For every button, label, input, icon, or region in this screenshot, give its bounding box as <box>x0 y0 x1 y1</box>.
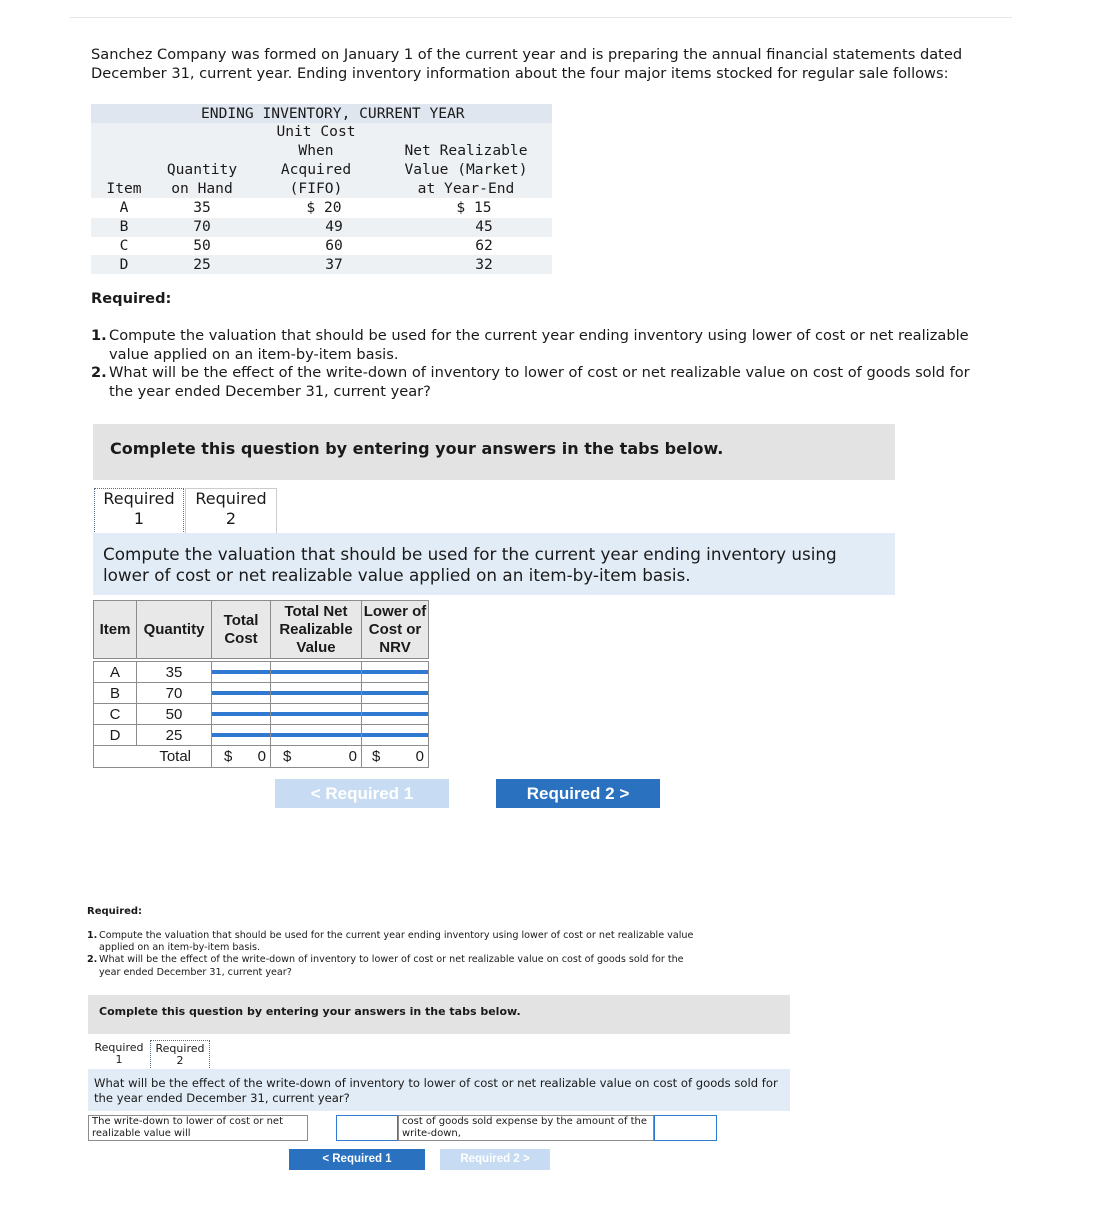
inv-cost-a: $ 20 <box>306 199 342 216</box>
row-qty: 50 <box>137 704 212 725</box>
total-cost-input-b[interactable] <box>212 683 271 704</box>
required-title-small: Required: <box>87 906 143 917</box>
part2-instruction <box>88 1069 790 1111</box>
nrv-header-1: Net Realizable <box>404 142 528 159</box>
next-required-2-button[interactable]: Required 2 > <box>496 779 660 808</box>
required-text-2-small: What will be the effect of the write-down of inventory to lower of cost or net realizable value on cost of goods sold for the year ended December 31, current year? <box>99 954 684 978</box>
col-total-nrv: Total Net Realizable Value <box>271 601 362 659</box>
lower-input-b[interactable] <box>362 683 429 704</box>
banner-text-small: Complete this question by entering your answers in the tabs below. <box>99 1005 521 1018</box>
tab2-number-small: 2 <box>176 1054 184 1067</box>
row-item: A <box>94 662 137 683</box>
lower-input-a[interactable] <box>362 662 429 683</box>
required-text-1-small: Compute the valuation that should be used for the current year ending inventory using lower of cost or net realizable value applied on an item-by-item basis. <box>99 930 694 954</box>
inv-cost-d: 37 <box>325 256 343 273</box>
row-qty: 70 <box>137 683 212 704</box>
total-nrv-input-a[interactable] <box>271 662 362 683</box>
inv-qty-b: 70 <box>193 218 211 235</box>
quantity-header-1: Quantity <box>166 161 238 178</box>
required-item-1 <box>91 327 991 364</box>
inv-nrv-a: $ 15 <box>456 199 492 216</box>
part2-instruction-text: What will be the effect of the write-down of inventory to lower of cost or net realizable value on cost of goods sold for the year ended December 31, current year? <box>94 1076 778 1105</box>
tab1-number-small: 1 <box>115 1053 123 1066</box>
instructions-banner <box>93 424 895 480</box>
inv-qty-c: 50 <box>193 237 211 254</box>
valuation-table <box>93 600 429 768</box>
cogs-label: cost of goods sold expense by the amount of the write-down, <box>398 1115 654 1141</box>
total-lower-value: 0 <box>415 748 424 765</box>
required-text-2: What will be the effect of the write-down of inventory to lower of cost or net realizable value on cost of goods sold for the year ended December 31, current year? <box>109 364 970 400</box>
table-row <box>94 662 429 683</box>
total-cost-value: 0 <box>257 748 266 765</box>
tab-required-1-small[interactable] <box>90 1040 148 1068</box>
top-divider <box>70 17 1012 18</box>
table-row <box>94 725 429 746</box>
tab-required-1[interactable] <box>94 488 184 534</box>
nrv-header-2: Value (Market) <box>404 161 528 178</box>
row-item: D <box>94 725 137 746</box>
col-quantity: Quantity <box>137 601 212 659</box>
total-nrv-input-c[interactable] <box>271 704 362 725</box>
total-nrv-input-b[interactable] <box>271 683 362 704</box>
total-nrv-input-d[interactable] <box>271 725 362 746</box>
total-cost-input-c[interactable] <box>212 704 271 725</box>
inv-item-b: B <box>119 218 129 235</box>
total-cost-input-a[interactable] <box>212 662 271 683</box>
effect-select[interactable] <box>336 1115 398 1141</box>
tab-required-2-small[interactable] <box>150 1040 210 1070</box>
lower-input-c[interactable] <box>362 704 429 725</box>
prev-required-1-button[interactable]: < Required 1 <box>275 779 449 808</box>
total-cost-cell <box>212 746 271 768</box>
required-item-1-small <box>87 930 707 954</box>
col-lower: Lower of Cost or NRV <box>362 601 429 659</box>
inv-cost-c: 60 <box>325 237 343 254</box>
inv-qty-a: 35 <box>193 199 211 216</box>
next-required-2-button-small[interactable]: Required 2 > <box>440 1149 550 1170</box>
tab1-label: Required <box>103 489 175 508</box>
prev-required-1-button-small[interactable]: < Required 1 <box>289 1149 425 1170</box>
part1-instruction <box>93 533 895 595</box>
dollar-sign: $ <box>372 748 381 765</box>
total-row <box>94 746 429 768</box>
inventory-title-text: ENDING INVENTORY, CURRENT YEAR <box>201 105 465 122</box>
row-qty: 25 <box>137 725 212 746</box>
unitcost-header-1: Unit Cost <box>276 123 356 140</box>
tab2-label-small: Required <box>155 1042 205 1055</box>
col-item: Item <box>94 601 137 659</box>
inventory-title <box>91 104 552 125</box>
inv-nrv-c: 62 <box>475 237 493 254</box>
tab-required-2[interactable] <box>185 488 277 533</box>
inv-item-d: D <box>119 256 129 273</box>
required-num-1: 1. <box>91 327 107 344</box>
required-list-small <box>87 930 707 979</box>
instructions-banner-small <box>88 995 790 1034</box>
unitcost-header-3: Acquired <box>280 161 352 178</box>
part1-instruction-text: Compute the valuation that should be used for the current year ending inventory using lower of cost or net realizable value applied on an item-by-item basis. <box>103 544 837 585</box>
row-item: B <box>94 683 137 704</box>
intro-text: Sanchez Company was formed on January 1 of the current year and is preparing the annual financial statements dated December 31, current year. Ending inventory information about the four major items stocked for regular sale follows: <box>91 46 963 82</box>
required-title: Required: <box>91 290 172 307</box>
unitcost-header-4: (FIFO) <box>289 180 343 197</box>
inv-qty-d: 25 <box>193 256 211 273</box>
tab2-label: Required <box>195 489 267 508</box>
col-total-cost: Total Cost <box>212 601 271 659</box>
writedown-label: The write-down to lower of cost or net realizable value will <box>88 1115 308 1141</box>
lower-input-d[interactable] <box>362 725 429 746</box>
row-item: C <box>94 704 137 725</box>
required-num-2: 2. <box>91 364 107 381</box>
item-header: Item <box>106 180 142 197</box>
table-row <box>94 704 429 725</box>
writedown-amount-input[interactable] <box>654 1115 717 1141</box>
total-label: Total <box>94 746 212 768</box>
inv-cost-b: 49 <box>325 218 343 235</box>
required-num-2-small: 2. <box>87 954 98 966</box>
banner-text: Complete this question by entering your answers in the tabs below. <box>110 439 724 458</box>
required-num-1-small: 1. <box>87 930 98 941</box>
table-row <box>94 683 429 704</box>
row-qty: 35 <box>137 662 212 683</box>
required-list <box>91 327 991 401</box>
inv-item-c: C <box>119 237 129 254</box>
total-lower-cell <box>362 746 429 768</box>
total-nrv-value: 0 <box>348 748 357 765</box>
required-item-2-small <box>87 954 707 978</box>
quantity-header-2: on Hand <box>171 180 233 197</box>
inv-nrv-b: 45 <box>475 218 493 235</box>
tab2-number: 2 <box>225 509 237 528</box>
required-item-2 <box>91 364 991 401</box>
total-nrv-cell <box>271 746 362 768</box>
tab1-label-small: Required <box>94 1041 144 1054</box>
required-text-1: Compute the valuation that should be used for the current year ending inventory using lower of cost or net realizable value applied on an item-by-item basis. <box>109 327 969 363</box>
tab1-number: 1 <box>133 509 145 528</box>
dollar-sign: $ <box>283 748 292 765</box>
inv-nrv-d: 32 <box>475 256 493 273</box>
inv-item-a: A <box>119 199 129 216</box>
nrv-header-3: at Year-End <box>417 180 515 197</box>
dollar-sign: $ <box>224 748 233 765</box>
total-cost-input-d[interactable] <box>212 725 271 746</box>
unitcost-header-2: When <box>298 142 334 159</box>
inventory-table <box>91 123 552 278</box>
